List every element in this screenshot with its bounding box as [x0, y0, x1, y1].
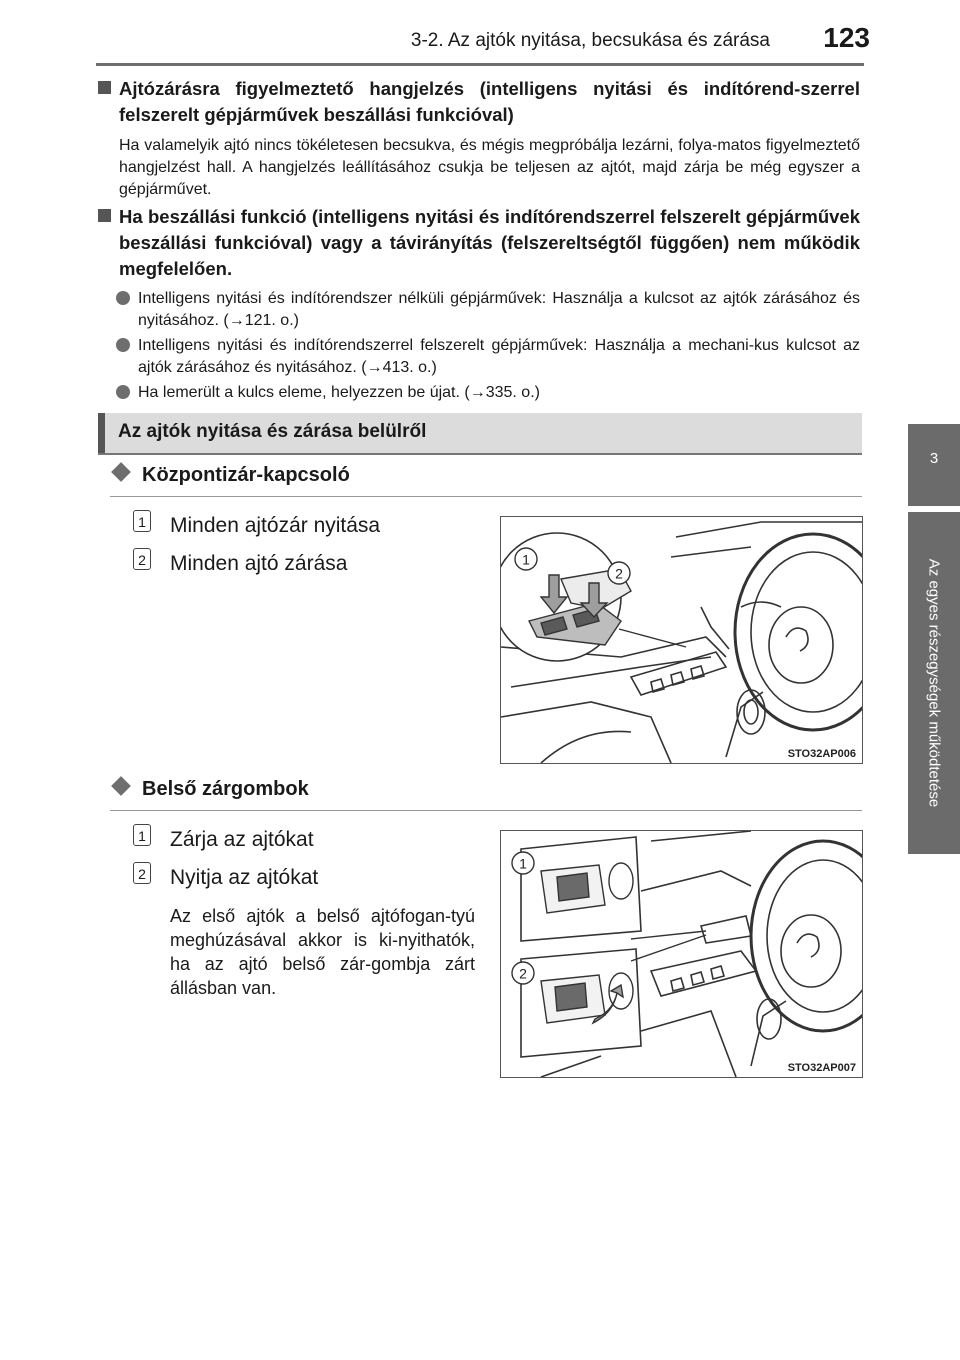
central-lock-switch-figure: [500, 516, 863, 764]
inside-lock-note: Az első ajtók a belső ajtófogan-tyú meghúzásával akkor is ki-nyithatók, ha az ajtó belső zár-gombja zárt állásban van.: [170, 906, 475, 998]
list-item: Intelligens nyitási és indítórendszerrel felszerelt gépjárművek: Használja a mechani-kus kulcsot az ajtók zárásához és nyitásához. (→413. o.): [116, 335, 860, 379]
item-number-badge: 2: [133, 862, 151, 884]
item-number-badge: 1: [133, 510, 151, 532]
bullet-dot-icon: [116, 385, 130, 399]
section-heading-bar: [98, 413, 862, 455]
malfunction-block: [98, 204, 860, 404]
section-heading: Az ajtók nyitása és zárása belülről: [118, 421, 427, 442]
bullet-dot-icon: [116, 291, 130, 305]
list-item: [133, 548, 473, 582]
figure-code: STO32AP006: [787, 748, 856, 760]
callout-label-2: 2: [519, 965, 527, 982]
diamond-bullet-icon: [111, 776, 131, 796]
callout-label-1: 1: [519, 855, 527, 872]
chapter-tab-number: 3: [908, 424, 960, 506]
door-panel-illustration: [501, 517, 862, 763]
subheading-divider: [110, 496, 862, 497]
figure-code: STO32AP007: [787, 1062, 856, 1074]
subheading-divider: [110, 810, 862, 811]
header-divider: [96, 63, 864, 66]
item-text: Minden ajtó zárása: [170, 552, 348, 575]
list-item: Ha lemerült a kulcs eleme, helyezzen be újat. (→335. o.): [116, 382, 860, 404]
item-text: Zárja az ajtókat: [170, 828, 314, 851]
list-item: Intelligens nyitási és indítórendszer nélküli gépjárművek: Használja a kulcsot az ajtók zárásához és nyitásához. (→121. o.): [116, 288, 860, 332]
list-item: [133, 824, 473, 858]
door-handle-illustration: [501, 831, 862, 1077]
item-text: Minden ajtózár nyitása: [170, 514, 381, 537]
list-item: [133, 862, 473, 896]
subheading-inside-lock-buttons: Belső zárgombok: [110, 778, 309, 801]
callout-label-2: 2: [615, 565, 623, 582]
diamond-bullet-icon: [111, 462, 131, 482]
callout-label-1: 1: [522, 551, 530, 568]
bullet-dot-icon: [116, 338, 130, 352]
inside-lock-buttons-figure: [500, 830, 863, 1078]
warning-buzzer-heading: Ajtózárásra figyelmeztető hangjelzés (intelligens nyitási és indítórend-szerrel felszerelt gépjárművek beszállási funkcióval): [119, 78, 860, 125]
malfunction-bullet-list: [116, 288, 860, 404]
square-bullet-icon: [98, 209, 111, 222]
item-number-badge: 2: [133, 548, 151, 570]
chapter-tab: [908, 512, 960, 854]
section-title: 3-2. Az ajtók nyitása, becsukása és zárása: [410, 30, 770, 51]
chapter-tab-title: Az egyes részegységek működtetése: [925, 558, 943, 808]
item-text: Nyitja az ajtókat: [170, 866, 319, 889]
warning-buzzer-body: Ha valamelyik ajtó nincs tökéletesen becsukva, és mégis megpróbálja lezárni, folya-matos figyelmeztető hangjelzést hall. A hangjelzés leállításához csukja be teljesen az ajtót, majd zárja be még egyszer a gépjárművet.: [119, 137, 860, 198]
subheading-central-lock: Központizár-kapcsoló: [110, 464, 350, 487]
page-number: 123: [823, 22, 870, 53]
malfunction-heading: Ha beszállási funkció (intelligens nyitási és indítórendszerrel felszerelt gépjárművek beszállási funkcióval) vagy a távirányítás (felszereltségtől függően) nem működik megfelelően.: [119, 206, 860, 279]
item-number-badge: 1: [133, 824, 151, 846]
warning-buzzer-block: [98, 76, 860, 201]
list-item: [133, 510, 473, 544]
square-bullet-icon: [98, 81, 111, 94]
section-bar-accent: [98, 413, 105, 453]
